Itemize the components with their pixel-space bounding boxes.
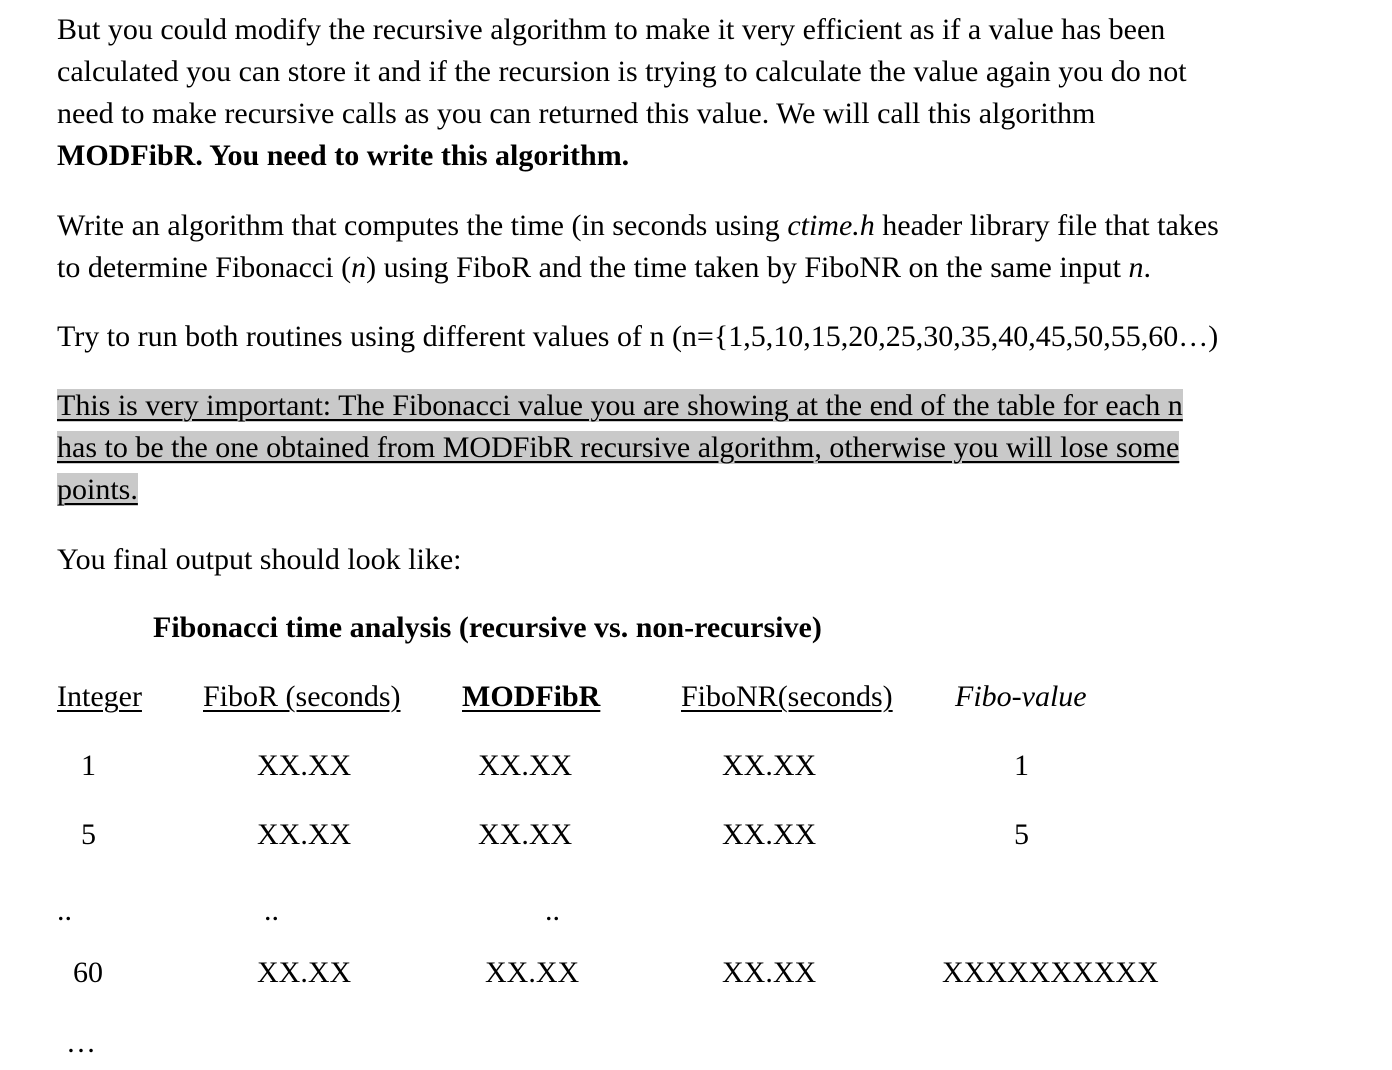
task-n-var-1: n	[351, 251, 367, 284]
table-row-2-fibor: XX.XX	[257, 818, 352, 851]
task-text-5: .	[1143, 251, 1152, 284]
intro-line-4-bold: MODFibR. You need to write this algorithm.	[57, 139, 630, 172]
table-row-4-fibo-value: XXXXXXXXXX	[942, 956, 1159, 989]
table-row-3-fibor: ..	[264, 894, 279, 927]
table-row-3-modfibr: ..	[545, 894, 560, 927]
header-fibonr: FiboNR(seconds)	[681, 680, 893, 713]
header-fibor: FiboR (seconds)	[203, 680, 401, 713]
output-paragraph: You final output should look like:	[57, 543, 462, 576]
intro-line-3: need to make recursive calls as you can returned this value. We will call this algorithm	[57, 97, 1096, 130]
table-row-1-integer: 1	[81, 749, 96, 782]
table-row-2-fibo-value: 5	[1014, 818, 1029, 851]
task-paragraph	[57, 205, 1377, 289]
task-text-4: ) using FiboR and the time taken by FiboNR on the same input	[366, 251, 1129, 284]
intro-line-1: But you could modify the recursive algorithm to make it very efficient as if a value has been	[57, 13, 1166, 46]
important-paragraph	[57, 385, 1377, 511]
task-line-1	[57, 205, 1377, 247]
header-lib-name: ctime.h	[787, 209, 875, 242]
task-n-var-2: n	[1128, 251, 1144, 284]
task-text-3: to determine Fibonacci (	[57, 251, 352, 284]
task-text-1: Write an algorithm that computes the time (in seconds using	[57, 209, 788, 242]
intro-line-2: calculated you can store it and if the recursion is trying to calculate the value again you do not	[57, 55, 1187, 88]
table-row-2-fibonr: XX.XX	[722, 818, 817, 851]
table-title: Fibonacci time analysis (recursive vs. non-recursive)	[153, 611, 822, 644]
header-integer: Integer	[57, 680, 142, 713]
table-row-4-integer: 60	[73, 956, 103, 989]
important-line-3: points.	[57, 473, 138, 506]
important-line-2: has to be the one obtained from MODFibR recursive algorithm, otherwise you will lose some	[57, 431, 1180, 464]
table-row-4-modfibr: XX.XX	[485, 956, 580, 989]
table-row-4-fibonr: XX.XX	[722, 956, 817, 989]
header-modfibr: MODFibR	[462, 680, 601, 713]
table-row-1-fibonr: XX.XX	[722, 749, 817, 782]
run-paragraph: Try to run both routines using different values of n (n={1,5,10,15,20,25,30,35,40,45,50,55,60…)	[57, 320, 1219, 353]
table-row-1-modfibr: XX.XX	[478, 749, 573, 782]
intro-paragraph	[57, 9, 1377, 177]
task-line-2	[57, 247, 1377, 289]
important-line-1: This is very important: The Fibonacci value you are showing at the end of the table for each n	[57, 389, 1183, 422]
task-text-2: header library file that takes	[874, 209, 1219, 242]
table-row-2-integer: 5	[81, 818, 96, 851]
table-row-4-fibor: XX.XX	[257, 956, 352, 989]
table-row-1-fibor: XX.XX	[257, 749, 352, 782]
table-row-3-integer: ..	[57, 894, 72, 927]
header-fibo-value: Fibo-value	[955, 680, 1087, 713]
table-row-2-modfibr: XX.XX	[478, 818, 573, 851]
table-row-1-fibo-value: 1	[1014, 749, 1029, 782]
table-row-5-integer: …	[66, 1026, 96, 1059]
